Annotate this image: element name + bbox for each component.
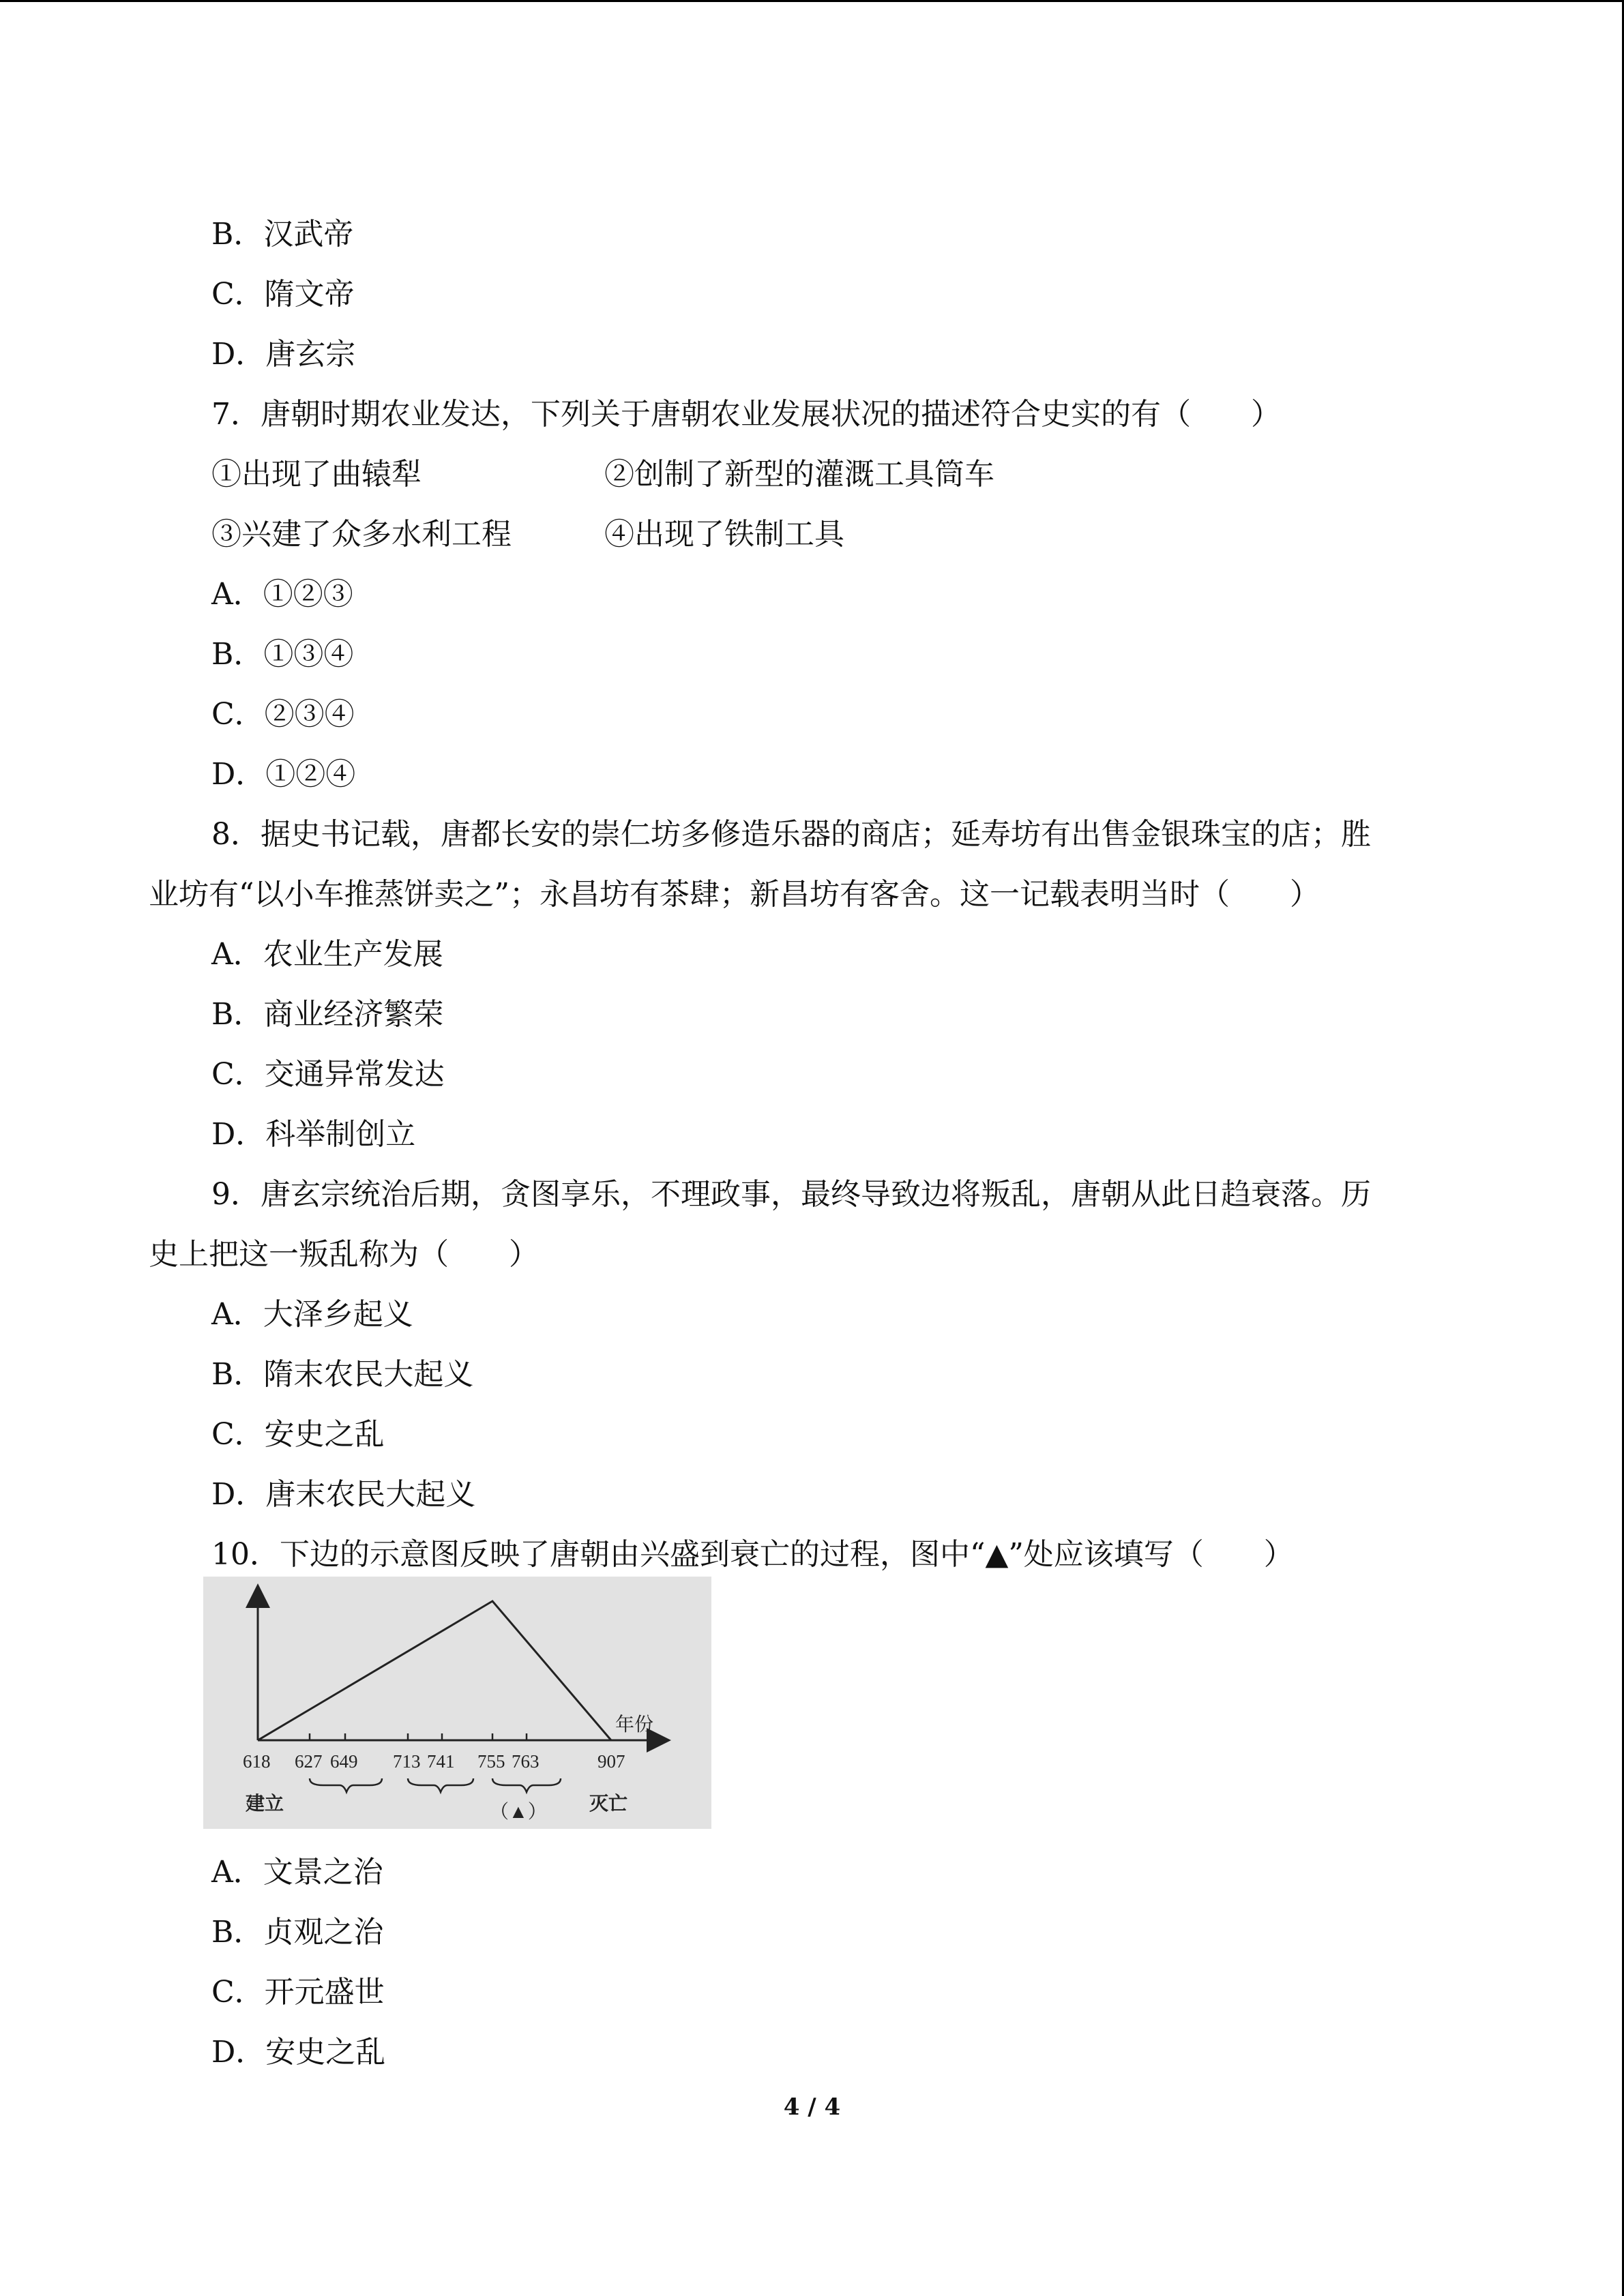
label-blank-triangle: （▲） (490, 1802, 547, 1823)
brace-627-649 (310, 1778, 382, 1792)
label-fall: 灭亡 (589, 1793, 628, 1815)
q7-option-d: D．①②④ (211, 757, 356, 792)
x-axis-ticks (243, 1733, 625, 1772)
brace-713-741 (408, 1778, 473, 1792)
q10-stem: 10．下边的示意图反映了唐朝由兴盛到衰亡的过程，图中“▲”处应该填写（ ） (211, 1537, 1294, 1572)
tick-label-627: 627 (295, 1751, 323, 1772)
q9-option-a: A．大泽乡起义 (211, 1297, 413, 1332)
q9-stem-line-2: 史上把这一叛乱称为（ ） (149, 1237, 539, 1272)
q6-option-d: D．唐玄宗 (211, 337, 356, 372)
tang-dynasty-timeline-figure (203, 1577, 711, 1829)
q8-stem-line-1: 8．据史书记载，唐都长安的崇仁坊多修造乐器的商店；延寿坊有出售金银珠宝的店；胜 (211, 817, 1371, 852)
q7-statement-4: ④出现了铁制工具 (604, 517, 844, 552)
q10-option-a: A．文景之治 (211, 1855, 383, 1890)
q9-stem-line-1: 9．唐玄宗统治后期，贪图享乐，不理政事，最终导致边将叛乱，唐朝从此日趋衰落。历 (211, 1177, 1371, 1212)
q9-option-b: B．隋末农民大起义 (211, 1357, 474, 1392)
q8-option-a: A．农业生产发展 (211, 937, 443, 972)
tick-label-907: 907 (597, 1751, 625, 1772)
tick-label-618: 618 (243, 1751, 271, 1772)
q7-option-a: A．①②③ (211, 577, 353, 612)
page-border-top (0, 0, 1624, 2)
q8-option-d: D．科举制创立 (211, 1117, 416, 1152)
q7-option-b: B．①③④ (211, 637, 354, 672)
tick-label-741: 741 (427, 1751, 455, 1772)
q7-option-c: C．②③④ (211, 697, 355, 732)
q9-option-d: D．唐末农民大起义 (211, 1477, 476, 1512)
q8-option-c: C．交通异常发达 (211, 1057, 445, 1092)
q6-option-c: C．隋文帝 (211, 277, 355, 312)
page-number: 4 / 4 (783, 2093, 841, 2121)
tick-label-649: 649 (330, 1751, 358, 1772)
q10-option-c: C．开元盛世 (211, 1975, 385, 2010)
q7-statement-1: ①出现了曲辕犁 (211, 457, 422, 492)
q7-statements-row-1 (211, 454, 422, 495)
rise-decline-curve (258, 1601, 611, 1740)
brace-755-763 (492, 1778, 561, 1792)
q7-stem: 7．唐朝时期农业发达，下列关于唐朝农业发展状况的描述符合史实的有（ ） (211, 397, 1281, 432)
q6-option-b: B．汉武帝 (211, 217, 354, 252)
q10-option-d: D．安史之乱 (211, 2035, 386, 2070)
tick-label-755: 755 (477, 1751, 505, 1772)
label-founded: 建立 (246, 1793, 284, 1815)
q8-option-b: B．商业经济繁荣 (211, 997, 444, 1032)
q7-statement-2: ②创制了新型的灌溉工具筒车 (604, 457, 994, 492)
tick-label-763: 763 (512, 1751, 540, 1772)
x-axis-label: 年份 (615, 1714, 654, 1735)
q9-option-c: C．安史之乱 (211, 1417, 385, 1452)
q10-option-b: B．贞观之治 (211, 1915, 384, 1950)
q7-statement-3: ③兴建了众多水利工程 (211, 517, 512, 552)
q8-stem-line-2: 业坊有“以小车推蒸饼卖之”；永昌坊有茶肆；新昌坊有客舍。这一记载表明当时（ ） (149, 877, 1320, 912)
tick-label-713: 713 (393, 1751, 421, 1772)
